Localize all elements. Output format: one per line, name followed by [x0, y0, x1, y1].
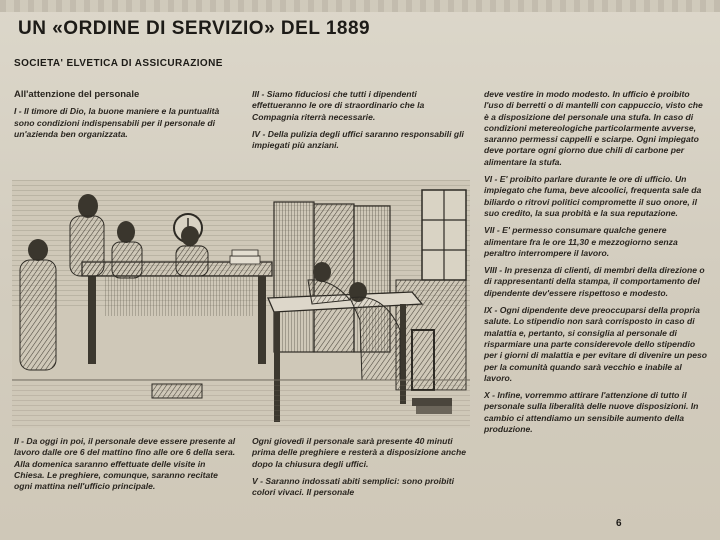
article-paragraph-8: VIII - In presenza di clienti, di membri della direzione o di rappresentanti della stampa, il comportamento del dipendente dev'essere rispettoso e modesto. [484, 265, 705, 298]
headline: UN «ORDINE DI SERVIZIO» DEL 1889 [18, 18, 371, 39]
article-paragraph-prayer: Ogni giovedì il personale sarà presente 40 minuti prima delle preghiere e resterà a disposizione anche dopo la chiusura degli uffici. [252, 436, 466, 469]
article-paragraph-3: III - Siamo fiduciosi che tutti i dipendenti effettueranno le ore di straordinario che la Compagnia riterrà necessarie. [252, 89, 425, 122]
section-heading: All'attenzione del personale [14, 89, 140, 100]
article-paragraph-4: IV - Della pulizia degli uffici saranno responsabili gli impiegati più anziani. [252, 128, 464, 151]
article-paragraph-6: VI - E' proibito parlare durante le ore di ufficio. Un impiegato che fuma, beve alcoolici, frequenta sale da biliardo o ritrovi politici compromette il suo onore, il suo credito, la sua probità e la sua reputazione. [484, 174, 702, 218]
subheadline: SOCIETA' ELVETICA DI ASSICURAZIONE [14, 58, 223, 69]
article-paragraph-2: II - Da oggi in poi, il personale deve essere presente al lavoro dalle ore 6 del mattino fino alle ore 6 della sera. Alla domenica saranno effettuate delle visite in Chiesa. Le preghiere, comunque, saranno recitate ogni mattina nell'ufficio principale. [14, 436, 236, 492]
article-paragraph-7: VII - E' permesso consumare qualche genere alimentare fra le ore 11,30 e mezzogiorno senza peraltro interrompere il lavoro. [484, 225, 678, 258]
article-paragraph-5: V - Saranno indossati abiti semplici: sono proibiti colori vivaci. Il personale [252, 475, 454, 498]
office-engraving-illustration [12, 180, 470, 428]
column-left-bottom [14, 436, 236, 498]
article-paragraph-1: I - Il timore di Dio, la buone maniere e la puntualità sono condizioni indispensabili per il personale di un'azienda ben organizzata. [14, 106, 220, 139]
article-paragraph-10: X - Infine, vorremmo attirare l'attenzione di tutto il personale sulla liberalità delle nuove disposizioni. In cambio ci attendiamo un sensibile aumento della produzione. [484, 390, 699, 435]
column-middle-bottom [252, 436, 470, 504]
engraving-drawing [12, 180, 470, 428]
column-right [484, 89, 709, 441]
article-paragraph-5-cont: deve vestire in modo modesto. In ufficio è proibito l'uso di berretti o di mantelli con cappuccio, visto che è a disposizione del personale una stufa. In caso di condizioni metereologiche particolarmente avverse, saranno permessi cappelli e sciarpe. Ogni impiegato deve portare ogni giorno due chili di carbone per alimentare la stufa. [484, 89, 703, 167]
article-paragraph-9: IX - Ogni dipendente deve preoccuparsi della propria salute. Lo stipendio non sarà corrisposto in caso di malattia e, pertanto, si consiglia al personale di risparmiare una parte considerevole dello stipendio per i giorni di malattia e per evitare di divenire un peso per la comunità quando sarà vecchio e inabile al lavoro. [484, 305, 708, 383]
column-left-top [14, 89, 236, 146]
torn-top-edge [0, 0, 720, 12]
corner-marker: 6 [616, 518, 622, 529]
column-middle-top [252, 89, 470, 157]
